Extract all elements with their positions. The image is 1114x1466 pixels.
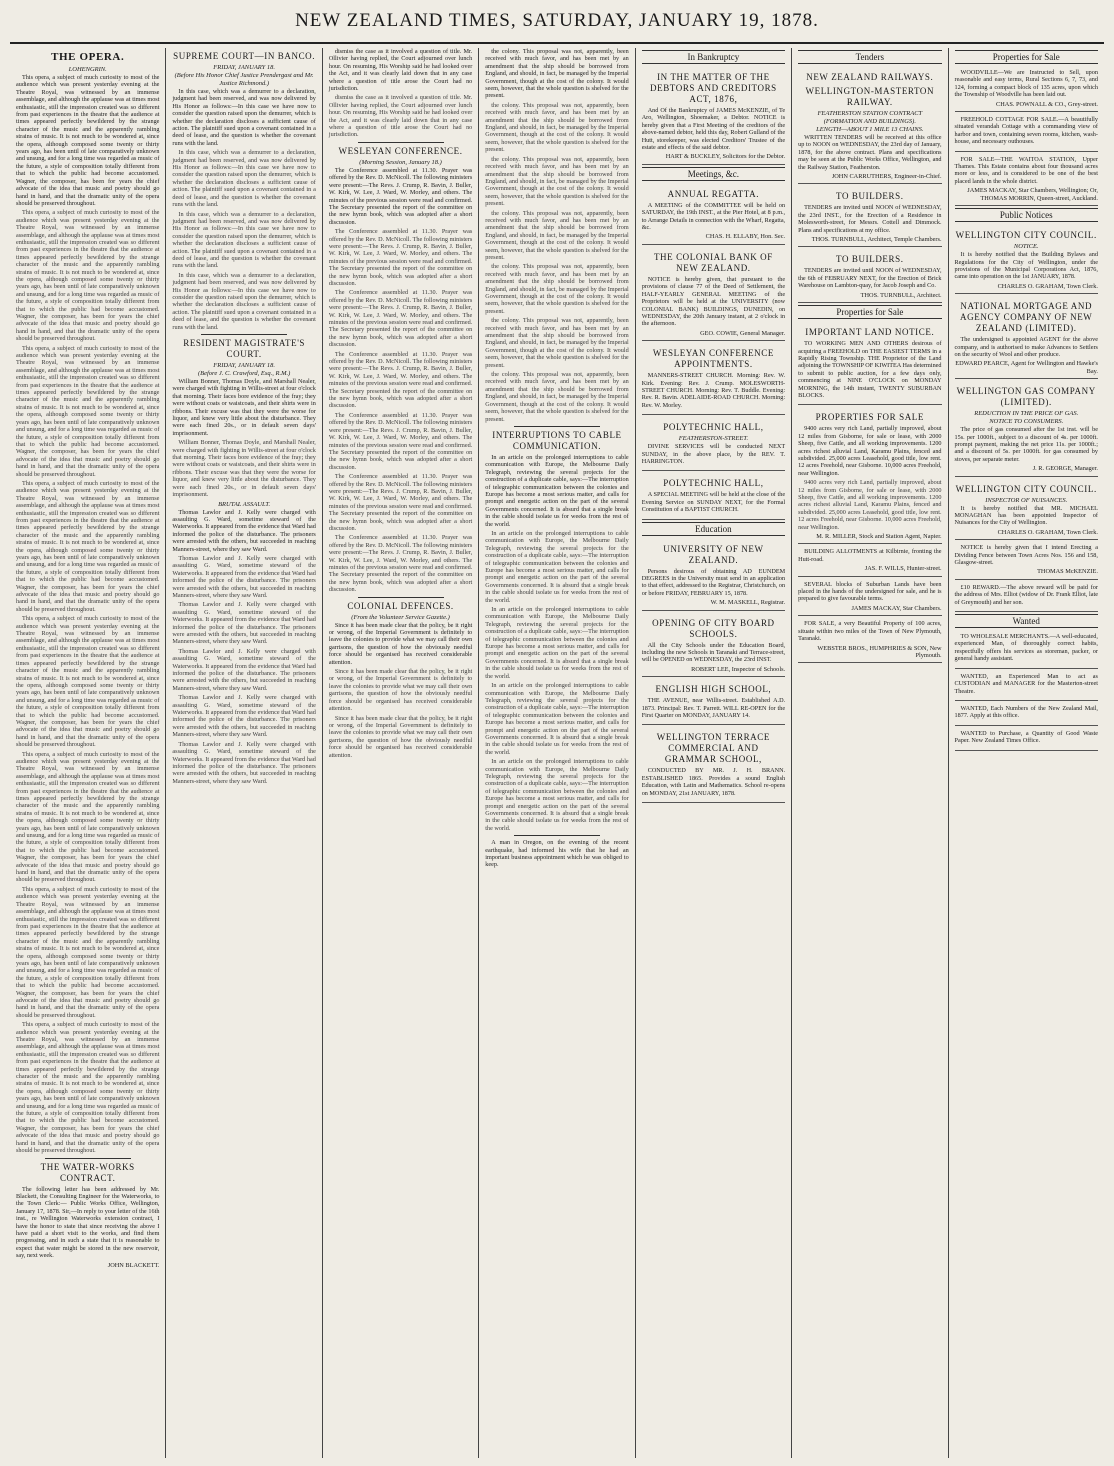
wesleyan-conference-text-6: The Conference assembled at 11.30. Prayer was offered by the Rev. D. McNicoll. The following ministers were present:—The Revs. J. Crump, R. Bavin, J. Buller, W. Kirk, W. Lee, J. Ward, W. Morley, and others. The minutes of the previous session were read and confirmed. The Secretary presented the report of the committee on the new hymn book, which was adopted after a short discussion.	[328, 473, 473, 532]
city-council-notice: NOTICE.	[1013, 243, 1039, 251]
cable-interruptions-heading: INTERRUPTIONS TO CABLE COMMUNICATION.	[492, 429, 622, 451]
several-blocks-text: SEVERAL blocks of Suburban Lands have been placed in the hands of the undersigned for sale, and he is prepared to give favourable terms.	[798, 580, 942, 603]
properties-text: 9400 acres very rich Land, partially improved, about 12 miles from Gisborne, for sale or lease, with 2000 Sheep, five Cattle, and all working improvements. 1200 acres richest alluvial Land, Karamu Plains, fenced and subdivided. 25,000 acres Leasehold, good title, low rent. 12 acres Freehold, near Gisborne. 10,000 acres Freehold, near Wellington.	[798, 425, 942, 477]
supreme-court-text-2: In this case, which was a demurrer to a declaration, judgment had been reserved, and was now delivered by His Honor as follows:—In this case we have now to consider the question raised upon the demurrer, which is whether the declaration discloses a sufficient cause of action. The plaintiff sued upon a covenant contained in a deed of lease, and the question is whether the covenant runs with the land.	[172, 149, 316, 209]
university-heading: UNIVERSITY OF NEW ZEALAND.	[663, 543, 764, 565]
city-council-2-text: It is hereby notified that MR. MICHAEL MONAGHAN has been appointed Inspector of Nuisances for the City of Wellington.	[954, 504, 1098, 527]
national-mortgage-ad	[955, 296, 1098, 379]
city-schools-text: All the City Schools under the Education Board, including the new Schools in Taranaki and Terrace-street, will be OPENED on WEDNESDAY, the 23rd INST.	[641, 641, 786, 664]
opera-text-cont: This opera, a subject of much curiosity to most of the audience which was present yesterday evening at the Theatre Royal, was witnessed by an immense assemblage, and although the applause was at times most enthusiastic, still the impression created was so different from past experiences in the theatre that the audience at times appeared perfectly bewildered by the strange character of the music and the apparently rambling strains of music. It is not much to be wondered at, since the opera, although composed some twenty or thirty years ago, has been until of late comparatively unknown and unsung, and for a long time was regarded as music of the future, a style of composition totally different from that to which the public had become accustomed. Wagner, the composer, has been for years the chief advocate of the idea that music and poetry should go hand in hand, and that the dramatic unity of the opera should be preserved throughout.	[16, 209, 160, 343]
polytechnic-hall-text: DIVINE SERVICES will be conducted NEXT SUNDAY, in the above place, by the REV. T. HARRINGTON.	[641, 443, 786, 465]
wanted-text-2: WANTED, an Experienced Man to act as CUSTODIAN and MANAGER for the Masterton-street Theatre.	[954, 672, 1098, 695]
gas-company-notice: NOTICE TO CONSUMERS.	[989, 418, 1064, 426]
railways-signature: JOHN CARRUTHERS, Engineer-in-Chief.	[831, 173, 942, 181]
cable-interruptions-text-5: In an article on the prolonged interruptions to cable communication with Europe, the Melbourne Daily Telegraph, reviewing the several projects for the construction of a duplicate cable, says:—The interruption of telegraphic communication between the colonies and Europe has become a most serious matter, and calls for prompt and energetic action on the part of the several Governments concerned. It is absurd that a single break in the cable should isolate us for weeks from the rest of the world.	[485, 758, 629, 832]
land-notice-text: TO WORKING MEN AND OTHERS desirous of acquiring a FREEHOLD on THE EASIEST TERMS in a Rapidly Rising Township. THE Proprietor of the Land adjoining the TOWNSHIP OF KIWITEA Has determined to submit to public auction, for a few days only, commencing at NINE O'CLOCK on MONDAY MORNING, the 14th instant, TWENTY SUBURBAN BLOCKS.	[798, 340, 942, 399]
column-2	[166, 48, 322, 1458]
defences-continued-text-2: the colony. This proposal was not, apparently, been received with much favor, and has been met by an amendment that the ship should be borrowed from England, and should, in fact, be managed by the Imperial Government, though at the cost of the colony. It would seem, however, that the whole question is shelved for the present.	[485, 101, 629, 154]
terrace-school-heading: WELLINGTON TERRACE COMMERCIAL AND GRAMMAR SCHOOL,	[656, 732, 770, 765]
defences-continued-text: the colony. This proposal was not, apparently, been received with much favor, and has been met by an amendment that the ship should be borrowed from England, and should, in fact, be managed by the Imperial Government, though at the cost of the colony. It would seem, however, that the whole question is shelved for the present.	[485, 48, 629, 100]
builders-signature: THOS. TURNBULL, Architect, Temple Chambers.	[811, 236, 942, 244]
colonial-bank-heading: THE COLONIAL BANK OF NEW ZEALAND.	[653, 251, 773, 273]
wesleyan-appointments-ad	[642, 343, 785, 415]
fence-notice-ad	[955, 542, 1098, 580]
city-schools-heading: OPENING OF CITY BOARD SCHOOLS.	[652, 617, 775, 639]
defences-continued-text-3: the colony. This proposal was not, apparently, been received with much favor, and has been met by an amendment that the ship should be borrowed from England, and should, in fact, be managed by the Imperial Government, though at the cost of the colony. It would seem, however, that the whole question is shelved for the present.	[485, 155, 629, 208]
opera-text-cont-5: This opera, a subject of much curiosity to most of the audience which was present yesterday evening at the Theatre Royal, was witnessed by an immense assemblage, and although the applause was at times most enthusiastic, still the impression created was so different from past experiences in the theatre that the audience at times appeared perfectly bewildered by the strange character of the music and the apparently rambling strains of music. It is not much to be wondered at, since the opera, although composed some twenty or thirty years ago, has been until of late comparatively unknown and unsung, and for a long time was regarded as music of the future, a style of composition totally different from that to which the public had become accustomed. Wagner, the composer, has been for years the chief advocate of the idea that music and poetry should go hand in hand, and that the dramatic unity of the opera should be preserved throughout.	[16, 750, 160, 884]
cable-interruptions-text-2: In an article on the prolonged interruptions to cable communication with Europe, the Melbourne Daily Telegraph, reviewing the several projects for the construction of a duplicate cable, says:—The interruption of telegraphic communication between the colonies and Europe has become a most serious matter, and calls for prompt and energetic action on the part of the several Governments concerned. It is absurd that a single break in the cable should isolate us for weeks from the rest of the world.	[485, 529, 629, 604]
reward-text: £10 REWARD.—The above reward will be paid for the address of Mrs. Elliot (widow of Dr. Frank Elliot, late of Greymouth) and her son.	[954, 583, 1098, 606]
opera-text-cont-4: This opera, a subject of much curiosity to most of the audience which was present yesterday evening at the Theatre Royal, was witnessed by an immense assemblage, and although the applause was at times most enthusiastic, still the impression created was so different from past experiences in the theatre that the audience at times appeared perfectly bewildered by the strange character of the music and the apparently rambling strains of music. It is not much to be wondered at, since the opera, although composed some twenty or thirty years ago, has been until of late comparatively unknown and unsung, and for a long time was regarded as music of the future, a style of composition totally different from that to which the public had become accustomed. Wagner, the composer, has been for years the chief advocate of the idea that music and poetry should go hand in hand, and that the dramatic unity of the opera should be preserved throughout.	[16, 615, 160, 749]
column-4	[479, 48, 635, 1458]
english-high-school-ad	[642, 679, 785, 725]
court-continued-text-2: dismiss the case as it involved a question of title. Mr. Ollivier having replied, the Court adjourned over lunch hour. On resuming, His Worship said he had looked over the Act, and it was clearly laid down that in any case where a question of title arose the Court had no jurisdiction.	[328, 94, 473, 139]
opera-text-cont-3: This opera, a subject of much curiosity to most of the audience which was present yesterday evening at the Theatre Royal, was witnessed by an immense assemblage, and although the applause was at times most enthusiastic, still the impression created was so different from past experiences in the theatre that the audience at times appeared perfectly bewildered by the strange character of the music and the apparently rambling strains of music. It is not much to be wondered at, since the opera, although composed some twenty or thirty years ago, has been until of late comparatively unknown and unsung, and for a long time was regarded as music of the future, a style of composition totally different from that to which the public had become accustomed. Wagner, the composer, has been for years the chief advocate of the idea that music and poetry should go hand in hand, and that the dramatic unity of the opera should be preserved throughout.	[16, 479, 160, 613]
railways-heading: NEW ZEALAND RAILWAYS.	[806, 72, 934, 82]
opera-heading: THE OPERA.	[51, 51, 125, 63]
defences-continued-text-6: the colony. This proposal was not, apparently, been received with much favor, and has been met by an amendment that the ship should be borrowed from England, and should, in fact, be managed by the Imperial Government, though at the cost of the colony. It would seem, however, that the whole question is shelved for the present.	[485, 317, 629, 369]
new-plymouth-signature: WEBSTER BROS., HUMPHRIES & SON, New Plymouth.	[817, 644, 942, 659]
gas-company-sub: REDUCTION IN THE PRICE OF GAS.	[974, 410, 1079, 418]
university-signature: W. M. MASKELL, Registrar.	[710, 599, 786, 607]
opera-text-cont-6: This opera, a subject of much curiosity to most of the audience which was present yesterday evening at the Theatre Royal, was witnessed by an immense assemblage, and although the applause was at times most enthusiastic, still the impression created was so different from past experiences in the theatre that the audience at times appeared perfectly bewildered by the strange character of the music and the apparently rambling strains of music. It is not much to be wondered at, since the opera, although composed some twenty or thirty years ago, has been until of late comparatively unknown and unsung, and for a long time was regarded as music of the future, a style of composition totally different from that to which the public had become accustomed. Wagner, the composer, has been for years the chief advocate of the idea that music and poetry should go hand in hand, and that the dramatic unity of the opera should be preserved throughout.	[16, 885, 160, 1019]
opera-text: This opera, a subject of much curiosity to most of the audience which was present yesterday evening at the Theatre Royal, was witnessed by an immense assemblage, and although the applause was at times most enthusiastic, still the impression created was so different from past experiences in the theatre that the audience at times appeared perfectly bewildered by the strange character of the music and the apparently rambling strains of music. It is not much to be wondered at, since the opera, although composed some twenty or thirty years ago, has been until of late comparatively unknown and unsung, and for a long time was regarded as music of the future, a style of composition totally different from that to which the public had become accustomed. Wagner, the composer, has been for years the chief advocate of the idea that music and poetry should go hand in hand, and that the dramatic unity of the opera should be preserved throughout.	[16, 74, 160, 207]
allotments-signature: JAS. F. WILLS, Hunter-street.	[864, 565, 942, 573]
brutal-assault-text-2: Thomas Lawlor and J. Kelly were charged with assaulting G. Ward, sometime steward of the Waterworks. It appeared from the evidence that Ward had informed the police of the disturbance. The prisoners were arrested with the others, but succeeded in reaching Manners-street, where they saw Ward.	[172, 554, 316, 599]
city-schools-signature: ROBERT LEE, Inspector of Schools.	[691, 665, 786, 673]
cable-interruptions-text-4: In an article on the prolonged interruptions to cable communication with Europe, the Melbourne Daily Telegraph, reviewing the several projects for the construction of a duplicate cable, says:—The interruption of telegraphic communication between the colonies and Europe has become a most serious matter, and calls for prompt and energetic action on the part of the several Governments concerned. It is absurd that a single break in the cable should isolate us for weeks from the rest of the world.	[485, 682, 629, 756]
properties-section-bar: Properties for Sale	[798, 305, 941, 319]
gas-company-signature: J. R. GEORGE, Manager.	[1032, 465, 1098, 473]
colonial-defences-heading: COLONIAL DEFENCES.	[347, 600, 454, 611]
bankruptcy-text: And Of the Bankruptcy of JAMES McKENZIE, of Te Aro, Wellington, Shoemaker, a Debtor. NOTICE is hereby given that a First Meeting of the creditors of the above-named debtor, held this day, Robert Gulland of the Hutt, storekeeper, was elected Creditors' Trustee of the estate and effects of the said debtor.	[641, 107, 786, 152]
divider	[514, 426, 600, 427]
regatta-heading: ANNUAL REGATTA.	[667, 188, 760, 199]
gas-company-ad	[955, 381, 1098, 476]
supreme-court-date: FRIDAY, JANUARY 18.	[213, 64, 276, 71]
brutal-assault-text-5: Thomas Lawlor and J. Kelly were charged with assaulting G. Ward, sometime steward of the Waterworks. It appeared from the evidence that Ward had informed the police of the disturbance. The prisoners were arrested with the others, but succeeded in reaching Manners-street, where they saw Ward.	[172, 694, 316, 739]
colonial-bank-ad	[642, 247, 785, 341]
city-council-signature: CHARLES O. GRAHAM, Town Clerk.	[997, 282, 1098, 290]
defences-continued-text-7: the colony. This proposal was not, apparently, been received with much favor, and has been met by an amendment that the ship should be borrowed from England, and should, in fact, be managed by the Imperial Government, though at the cost of the colony. It would seem, however, that the whole question is shelved for the present.	[485, 371, 629, 423]
city-schools-ad	[642, 613, 785, 678]
supreme-court-text: In this case, which was a demurrer to a declaration, judgment had been reserved, and was now delivered by His Honor as follows:—In this case we have now to consider the question raised upon the demurrer, which is whether the declaration discloses a sufficient cause of action. The plaintiff sued upon a covenant contained in a deed of lease, and the question is whether the covenant runs with the land.	[172, 88, 316, 147]
allotments-text: BUILDING ALLOTMENTS at Kilbirnie, fronting the Hutt-road.	[798, 548, 942, 563]
national-mortgage-heading: NATIONAL MORTGAGE AND AGENCY COMPANY OF NEW ZEALAND (LIMITED).	[960, 301, 1093, 334]
properties-signature: M. R. MILLER, Stock and Station Agent, Napier.	[816, 533, 942, 541]
column-5	[636, 48, 792, 1458]
brutal-assault-text-6: Thomas Lawlor and J. Kelly were charged with assaulting G. Ward, sometime steward of the Waterworks. It appeared from the evidence that Ward had informed the police of the disturbance. The prisoners were arrested with the others, but succeeded in reaching Manners-street, where they saw Ward.	[172, 740, 316, 785]
divider	[358, 597, 444, 598]
university-text: Persons desirous of obtaining AD EUNDEM DEGREES in the University must send in an application to that effect, addressed to the Registrar, Christchurch, on or before FRIDAY, FEBRUARY 15, 1878.	[641, 567, 786, 597]
colonial-defences-sub: (From the Volunteer Service Gazette.)	[351, 613, 450, 621]
divider	[201, 334, 287, 335]
divider	[514, 835, 600, 836]
builders-text: TENDERS are invited until NOON of WEDNESDAY, the 23rd INST., for the Erection of a Residence in Molesworth-street, for Messrs. Cottell and Dimmock. Plans and specifications at my office.	[798, 204, 942, 234]
bankruptcy-signature: HART & BUCKLEY, Solicitors for the Debtor.	[665, 153, 786, 161]
resident-magistrate-text-2: William Bonner, Thomas Doyle, and Marshall Nealer, were charged with fighting in Willis-street at four o'clock that morning. Their faces bore evidence of the fray; they were without coats or waistcoats, and their shirts were in ribbons. Their excuse was that they were the worse for liquor, and knew very little about the disturbance. They were each fined 20s., or in default seven days' imprisonment.	[172, 439, 316, 499]
public-notices-section-bar: Public Notices	[955, 208, 1098, 222]
cable-interruptions-text: In an article on the prolonged interruptions to cable communication with Europe, the Melbourne Daily Telegraph, reviewing the several projects for the construction of a duplicate cable, says:—The interruption of telegraphic communication between the colonies and Europe has become a most serious matter, and calls for prompt and energetic action on the part of the several Governments concerned. It is absurd that a single break in the cable should isolate us for weeks from the rest of the world.	[485, 453, 629, 528]
gas-company-heading: WELLINGTON GAS COMPANY (LIMITED).	[956, 386, 1096, 408]
national-mortgage-signature: EDWARD PEARCE, Agent for Wellington and Hawke's Bay.	[955, 360, 1098, 375]
column-3	[323, 48, 479, 1458]
colonial-defences-text: Since it has been made clear that the policy, be it right or wrong, of the Imperial Government is definitely to leave the colonies to provide what we may call their own garrisons, the question of how the obviously needful force should be organised has received considerable attention.	[328, 621, 473, 666]
new-plymouth-text: FOR SALE, a very Beautiful Property of 100 acres, situate within two miles of the Town of New Plymouth, Taranaki.	[798, 620, 942, 643]
city-council-2-signature: CHARLES O. GRAHAM, Town Clerk.	[997, 528, 1098, 536]
brutal-assault-text-4: Thomas Lawlor and J. Kelly were charged with assaulting G. Ward, sometime steward of the Waterworks. It appeared from the evidence that Ward had informed the police of the disturbance. The prisoners were arrested with the others, but succeeded in reaching Manners-street, where they saw Ward.	[172, 647, 316, 692]
brutal-assault-text: Thomas Lawlor and J. Kelly were charged with assaulting G. Ward, sometime steward of the Waterworks. It appeared from the evidence that Ward had informed the police of the disturbance. The prisoners were arrested with the others, but succeeded in reaching Manners-street, where they saw Ward.	[172, 508, 316, 553]
column-1	[10, 48, 166, 1458]
colonial-defences-text-2: Since it has been made clear that the policy, be it right or wrong, of the Imperial Government is definitely to leave the colonies to provide what we may call their own garrisons, the question of how the obviously needful force should be organised has received considerable attention.	[328, 668, 473, 713]
colonial-defences-text-3: Since it has been made clear that the policy, be it right or wrong, of the Imperial Government is definitely to leave the colonies to provide what we may call their own garrisons, the question of how the obviously needful force should be organised has received considerable attention.	[328, 714, 473, 759]
national-mortgage-text: The undersigned is appointed AGENT for the above company, and is authorised to make Advances to Settlers on the security of Wool and other produce.	[954, 336, 1098, 358]
opera-text-cont-2: This opera, a subject of much curiosity to most of the audience which was present yesterday evening at the Theatre Royal, was witnessed by an immense assemblage, and although the applause was at times most enthusiastic, still the impression created was so different from past experiences in the theatre that the audience at times appeared perfectly bewildered by the strange character of the music and the apparently rambling strains of music. It is not much to be wondered at, since the opera, although composed some twenty or thirty years ago, has been until of late comparatively unknown and unsung, and for a long time was regarded as music of the future, a style of composition totally different from that to which the public had become accustomed. Wagner, the composer, has been for years the chief advocate of the idea that music and poetry should go hand in hand, and that the dramatic unity of the opera should be preserved throughout.	[16, 344, 160, 478]
cottage-ad	[955, 114, 1098, 152]
woodville-signature: CHAS. POWNALL & CO., Grey-street.	[996, 100, 1098, 108]
wesleyan-conference-text: The Conference assembled at 11.30. Prayer was offered by the Rev. D. McNicoll. The following ministers were present:—The Revs. J. Crump, R. Bavin, J. Buller, W. Kirk, W. Lee, J. Ward, W. Morley, and others. The minutes of the previous session were read and confirmed. The Secretary presented the report of the committee on the new hymn book, which was adopted after a short discussion.	[328, 166, 473, 226]
woodville-text: WOODVILLE—We are Instructed to Sell, upon reasonable and easy terms, Rural Sections 6, 7, 73, and 124, forming a compact block of 135 acres, upon which the Township of Woodville has been laid out.	[954, 69, 1098, 99]
land-notice-ad	[798, 322, 941, 405]
wanted-text-3: WANTED, Each Numbers of the New Zealand Mail, 1877. Apply at this office.	[954, 704, 1098, 720]
colonial-bank-signature: GEO. COWIE, General Manager.	[700, 329, 786, 337]
bankruptcy-ad	[642, 67, 785, 165]
waterworks-text: The following letter has been addressed by Mr. Blackett, the Consulting Engineer for the Waterworks, to the Town Clerk:— Public Works Office, Wellington, January 17, 1878. Sir,—In reply to your letter of the 16th inst., re Wellington Waterworks extension contract, I have the honor to state that since receiving the above I have paid a short visit to the works, and find them progressing, and in such a state that it is reasonable to expect that water might be stored in the new reservoir, say, next week.	[16, 1185, 160, 1260]
column-6	[792, 48, 948, 1458]
waitoa-ad	[955, 154, 1098, 206]
allotments-ad	[798, 546, 941, 576]
properties-text-2: 9400 acres very rich Land, partially improved, about 12 miles from Gisborne, for sale or lease, with 2000 Sheep, five Cattle, and all working improvements. 1200 acres richest alluvial Land, Karamu Plains, fenced and subdivided. 25,000 acres Leasehold, good title, low rent. 12 acres Freehold, near Gisborne. 10,000 acres Freehold, near Wellington.	[798, 479, 942, 531]
supreme-court-text-3: In this case, which was a demurrer to a declaration, judgment had been reserved, and was now delivered by His Honor as follows:—In this case we have now to consider the question raised upon the demurrer, which is whether the declaration discloses a sufficient cause of action. The plaintiff sued upon a covenant contained in a deed of lease, and the question is whether the covenant runs with the land.	[172, 210, 316, 270]
defences-continued-text-5: the colony. This proposal was not, apparently, been received with much favor, and has been met by an amendment that the ship should be borrowed from England, and should, in fact, be managed by the Imperial Government, though at the cost of the colony. It would seem, however, that the whole question is shelved for the present.	[485, 263, 629, 315]
wanted-text-1: TO WHOLESALE MERCHANTS.—A well-educated, experienced Man, of thoroughly correct habits, respectfully offers his services as storeman, packer, or general handy assistant.	[954, 633, 1098, 663]
bankruptcy-section-bar: In Bankruptcy	[642, 50, 785, 64]
reward-ad	[955, 582, 1098, 612]
gas-company-text: The price of gas consumed after the 1st inst. will be 15s. per 1000ft., subject to a discount of 4s. per 1000ft. prompt payment, making the net price 11s. per 1000ft.; and a discount of 5s. per 1000ft. for gas consumed by stoves, per separate meter.	[954, 426, 1098, 463]
wesleyan-conference-sub: (Morning Session, January 18.)	[359, 158, 442, 166]
railways-subheading: WELLINGTON-MASTERTON RAILWAY.	[805, 86, 935, 107]
wesleyan-conference-text-2: The Conference assembled at 11.30. Prayer was offered by the Rev. D. McNicoll. The following ministers were present:—The Revs. J. Crump, R. Bavin, J. Buller, W. Kirk, W. Lee, J. Ward, W. Morley, and others. The minutes of the previous session were read and confirmed. The Secretary presented the report of the committee on the new hymn book, which was adopted after a short discussion.	[328, 228, 473, 287]
fence-notice-text: NOTICE is hereby given that I intend Erecting a Dividing Fence between Town Acres Nos. 156 and 158, Glasgow-street.	[954, 544, 1098, 567]
city-council-text: It is hereby notified that the Building Bylaws and Regulations for the City of Wellington, under the provisions of the Municipal Corporations Act, 1876, came into operation on the 1st JANUARY, 1878.	[954, 251, 1098, 281]
regatta-text: A MEETING of the COMMITTEE will be held on SATURDAY, the 19th INST., at the Pier Hotel, at 8 p.m., to Arrange Details in connection with the Wharf, Regatta, &c.	[641, 201, 786, 232]
terrace-school-text: CONDUCTED BY MR. J. H. BRANN. ESTABLISHED 1865. Provides a sound English Education, with Latin and Mathematics. School re-opens on MONDAY, 21st JANUARY, 1878.	[641, 767, 786, 797]
tenders-section-bar: Tenders	[798, 50, 941, 64]
wanted-section-bar: Wanted	[955, 614, 1098, 628]
column-7	[949, 48, 1104, 1458]
wesleyan-appointments-heading: WESLEYAN CONFERENCE APPOINTMENTS.	[652, 348, 774, 370]
regatta-signature: CHAS. H. ELLABY, Hon. Sec.	[705, 233, 786, 241]
waterworks-signature: JOHN BLACKETT.	[107, 1261, 160, 1269]
builders-2-text: TENDERS are invited until NOON of WEDNESDAY, the 6th of FEBRUARY NEXT, for the Erection of Brick Warehouse on Lambton-quay, for Jacob Joseph and Co.	[798, 267, 942, 290]
new-plymouth-ad	[798, 618, 941, 663]
columns	[10, 48, 1104, 1458]
wesleyan-conference-text-4: The Conference assembled at 11.30. Prayer was offered by the Rev. D. McNicoll. The following ministers were present:—The Revs. J. Crump, R. Bavin, J. Buller, W. Kirk, W. Lee, J. Ward, W. Morley, and others. The minutes of the previous session were read and confirmed. The Secretary presented the report of the committee on the new hymn book, which was adopted after a short discussion.	[328, 350, 473, 410]
land-notice-heading: IMPORTANT LAND NOTICE.	[805, 327, 935, 338]
resident-magistrate-heading: RESIDENT MAGISTRATE'S COURT.	[183, 338, 306, 359]
cable-interruptions-text-3: In an article on the prolonged interruptions to cable communication with Europe, the Melbourne Daily Telegraph, reviewing the several projects for the construction of a duplicate cable, says:—The interruption of telegraphic communication between the colonies and Europe has become a most serious matter, and calls for prompt and energetic action on the part of the several Governments concerned. It is absurd that a single break in the cable should isolate us for weeks from the rest of the world.	[485, 606, 629, 680]
wanted-ad-2	[955, 671, 1098, 701]
city-council-2-heading: WELLINGTON CITY COUNCIL.	[955, 483, 1097, 494]
railways-ad	[798, 67, 941, 184]
wanted-ad-3	[955, 703, 1098, 726]
wanted-ad-4	[955, 728, 1098, 751]
properties-ad	[798, 407, 941, 544]
builders-2-heading: TO BUILDERS.	[836, 254, 904, 265]
english-high-school-text: THE AVENUE, near Willis-street. Established A.D. 1873. Principal: Rev. T. Parrett. WILL RE-OPEN for the First Quarter on MONDAY, JANUARY 14.	[641, 697, 786, 720]
meetings-section-bar: Meetings, &c.	[642, 167, 785, 181]
waitoa-text: FOR SALE—THE WAITOA STATION, Upper Thames. This Estate contains about four thousand acres more or less, and is considered to be one of the best placed lands in the whole district.	[954, 155, 1098, 185]
divider	[358, 142, 444, 143]
several-blocks-ad	[798, 579, 941, 617]
city-council-2-ad	[955, 479, 1098, 541]
railways-length: LENGTH—ABOUT 1 MILE 13 CHAINS.	[816, 126, 924, 133]
terrace-school-ad	[642, 727, 785, 803]
regatta-ad	[642, 184, 785, 245]
brutal-assault-heading: BRUTAL ASSAULT.	[218, 500, 271, 508]
wesleyan-conference-text-3: The Conference assembled at 11.30. Prayer was offered by the Rev. D. McNicoll. The following ministers were present:—The Revs. J. Crump, R. Bavin, J. Buller, W. Kirk, W. Lee, J. Ward, W. Morley, and others. The minutes of the previous session were read and confirmed. The Secretary presented the report of the committee on the new hymn book, which was adopted after a short discussion.	[328, 289, 473, 349]
education-section-bar: Education	[642, 522, 785, 536]
several-blocks-signature: JAMES MACKAY, Star Chambers.	[851, 604, 942, 612]
polytechnic-hall-2-text: A SPECIAL MEETING will be held at the close of the Evening Service on SUNDAY NEXT, for the Formal Constitution of a BAPTIST CHURCH.	[641, 491, 786, 514]
waitoa-signature: JAMES MACKAY, Star Chambers, Wellington; Or, THOMAS MORRIN, Queen-street, Auckland.	[967, 187, 1098, 202]
wanted-text-4: WANTED to Purchase, a Quantity of Good Waste Paper. New Zealand Times Office.	[954, 729, 1098, 745]
resident-magistrate-sub: (Before J. C. Crawford, Esq., R.M.)	[197, 370, 291, 377]
wesleyan-conference-heading: WESLEYAN CONFERENCE.	[338, 145, 463, 156]
masthead-title: NEW ZEALAND TIMES, SATURDAY, JANUARY 19, 1878.	[295, 10, 819, 31]
bankruptcy-heading: IN THE MATTER OF THE DEBTORS AND CREDITORS ACT, 1876,	[650, 72, 777, 104]
railways-contract: FEATHERSTON STATION CONTRACT (FORMATION AND BUILDINGS).	[817, 110, 923, 125]
resident-magistrate-date: FRIDAY, JANUARY 18.	[213, 362, 276, 369]
university-ad	[642, 539, 785, 611]
defences-continued-text-4: the colony. This proposal was not, apparently, been received with much favor, and has been met by an amendment that the ship should be borrowed from England, and should, in fact, be managed by the Imperial Government, though at the cost of the colony. It would seem, however, that the whole question is shelved for the present.	[485, 209, 629, 261]
city-council-2-sub: INSPECTOR OF NUISANCES.	[985, 496, 1068, 504]
divider	[45, 1158, 131, 1159]
supreme-court-sub: (Before His Honor Chief Justice Prendergast and Mr. Justice Richmond.)	[174, 72, 314, 87]
wesleyan-appointments-text: MANNERS-STREET CHURCH. Morning: Rev. W. Kirk. Evening: Rev. J. Crump. MOLESWORTH-STREET CHURCH. Morning: Rev. T. Buddle. Evening: Rev. R. Bavin. ADELAIDE-ROAD CHURCH. Morning: Rev. W. Morley.	[641, 372, 786, 409]
masthead	[10, 6, 1104, 44]
opera-text-cont-7: This opera, a subject of much curiosity to most of the audience which was present yesterday evening at the Theatre Royal, was witnessed by an immense assemblage, and although the applause was at times most enthusiastic, still the impression created was so different from past experiences in the theatre that the audience at times appeared perfectly bewildered by the strange character of the music and the apparently rambling strains of music. It is not much to be wondered at, since the opera, although composed some twenty or thirty years ago, has been until of late comparatively unknown and unsung, and for a long time was regarded as music of the future, a style of composition totally different from that to which the public had become accustomed. Wagner, the composer, has been for years the chief advocate of the idea that music and poetry should go hand in hand, and that the dramatic unity of the opera should be preserved throughout.	[16, 1021, 160, 1155]
english-high-school-heading: ENGLISH HIGH SCHOOL,	[655, 684, 772, 695]
woodville-ad	[955, 67, 1098, 112]
supreme-court-text-4: In this case, which was a demurrer to a declaration, judgment had been reserved, and was now delivered by His Honor as follows:—In this case we have now to consider the question raised upon the demurrer, which is whether the declaration discloses a sufficient cause of action. The plaintiff sued upon a covenant contained in a deed of lease, and the question is whether the covenant runs with the land.	[172, 271, 316, 331]
wesleyan-conference-text-7: The Conference assembled at 11.30. Prayer was offered by the Rev. D. McNicoll. The following ministers were present:—The Revs. J. Crump, R. Bavin, J. Buller, W. Kirk, W. Lee, J. Ward, W. Morley, and others. The minutes of the previous session were read and confirmed. The Secretary presented the report of the committee on the new hymn book, which was adopted after a short discussion.	[328, 534, 473, 594]
fence-notice-signature: THOMAS McKENZIE.	[1037, 568, 1098, 576]
opera-subheading: LOHENGRIN.	[68, 66, 107, 73]
supreme-court-heading: SUPREME COURT—IN BANCO.	[173, 51, 316, 61]
polytechnic-hall-heading: POLYTECHNIC HALL,	[663, 422, 764, 433]
city-council-ad	[955, 225, 1098, 294]
polytechnic-hall-sub: FEATHERSTON-STREET.	[678, 435, 749, 443]
wesleyan-conference-text-5: The Conference assembled at 11.30. Prayer was offered by the Rev. D. McNicoll. The following ministers were present:—The Revs. J. Crump, R. Bavin, J. Buller, W. Kirk, W. Lee, J. Ward, W. Morley, and others. The minutes of the previous session were read and confirmed. The Secretary presented the report of the committee on the new hymn book, which was adopted after a short discussion.	[328, 411, 473, 471]
wanted-ad-1	[955, 631, 1098, 669]
builders-heading: TO BUILDERS.	[836, 191, 904, 202]
properties-section-bar-2: Properties for Sale	[955, 50, 1098, 64]
polytechnic-hall-ad	[642, 417, 785, 471]
brutal-assault-text-3: Thomas Lawlor and J. Kelly were charged with assaulting G. Ward, sometime steward of the Waterworks. It appeared from the evidence that Ward had informed the police of the disturbance. The prisoners were arrested with the others, but succeeded in reaching Manners-street, where they saw Ward.	[172, 601, 316, 646]
waterworks-heading: THE WATER-WORKS CONTRACT.	[40, 1161, 135, 1183]
properties-heading: PROPERTIES FOR SALE	[815, 412, 925, 423]
polytechnic-hall-2-ad	[642, 473, 785, 519]
oregon-paragraph: A man in Oregon, on the evening of the recent earthquake, had informed his wife that he had an important business appointment which he was obliged to keep.	[485, 839, 629, 869]
cottage-text: FREEHOLD COTTAGE FOR SALE.—A beautifully situated verandah Cottage with a commanding view of harbor and town, containing seven rooms, kitchen, wash-house, and necessary outhouses.	[954, 116, 1098, 146]
resident-magistrate-text: William Bonner, Thomas Doyle, and Marshall Nealer, were charged with fighting in Willis-street at four o'clock that morning. Their faces bore evidence of the fray; they were without coats or waistcoats, and their shirts were in ribbons. Their excuse was that they were the worse for liquor, and knew very little about the disturbance. They were each fined 20s., or in default seven days' imprisonment.	[172, 378, 316, 437]
railways-text: WRITTEN TENDERS will be received at this office up to NOON on WEDNESDAY, the 23rd day of January, 1878, for the above contract. Plans and specifications may be seen at the Public Works Office, Wellington, and the Railway Station, Featherston.	[798, 134, 942, 171]
city-council-heading: WELLINGTON CITY COUNCIL.	[955, 230, 1097, 241]
colonial-bank-text: NOTICE is hereby given, that pursuant to the provisions of clause 77 of the Deed of Settlement, the HALF-YEARLY GENERAL MEETING of the Proprietors will be held at the UNIVERSITY (now COLONIAL BANK) BUILDINGS, DUNEDIN, on WEDNESDAY, the 20th January instant, at 2 o'clock in the afternoon.	[641, 275, 786, 328]
polytechnic-hall-2-heading: POLYTECHNIC HALL,	[663, 478, 764, 489]
builders-2-ad	[798, 249, 941, 303]
court-continued-text: dismiss the case as it involved a question of title. Mr. Ollivier having replied, the Court adjourned over lunch hour. On resuming, His Worship said he had looked over the Act, and it was clearly laid down that in any case where a question of title arose the Court had no jurisdiction.	[328, 48, 473, 93]
builders-ad	[798, 186, 941, 247]
builders-2-signature: THOS. TURNBULL, Architect.	[860, 291, 942, 299]
